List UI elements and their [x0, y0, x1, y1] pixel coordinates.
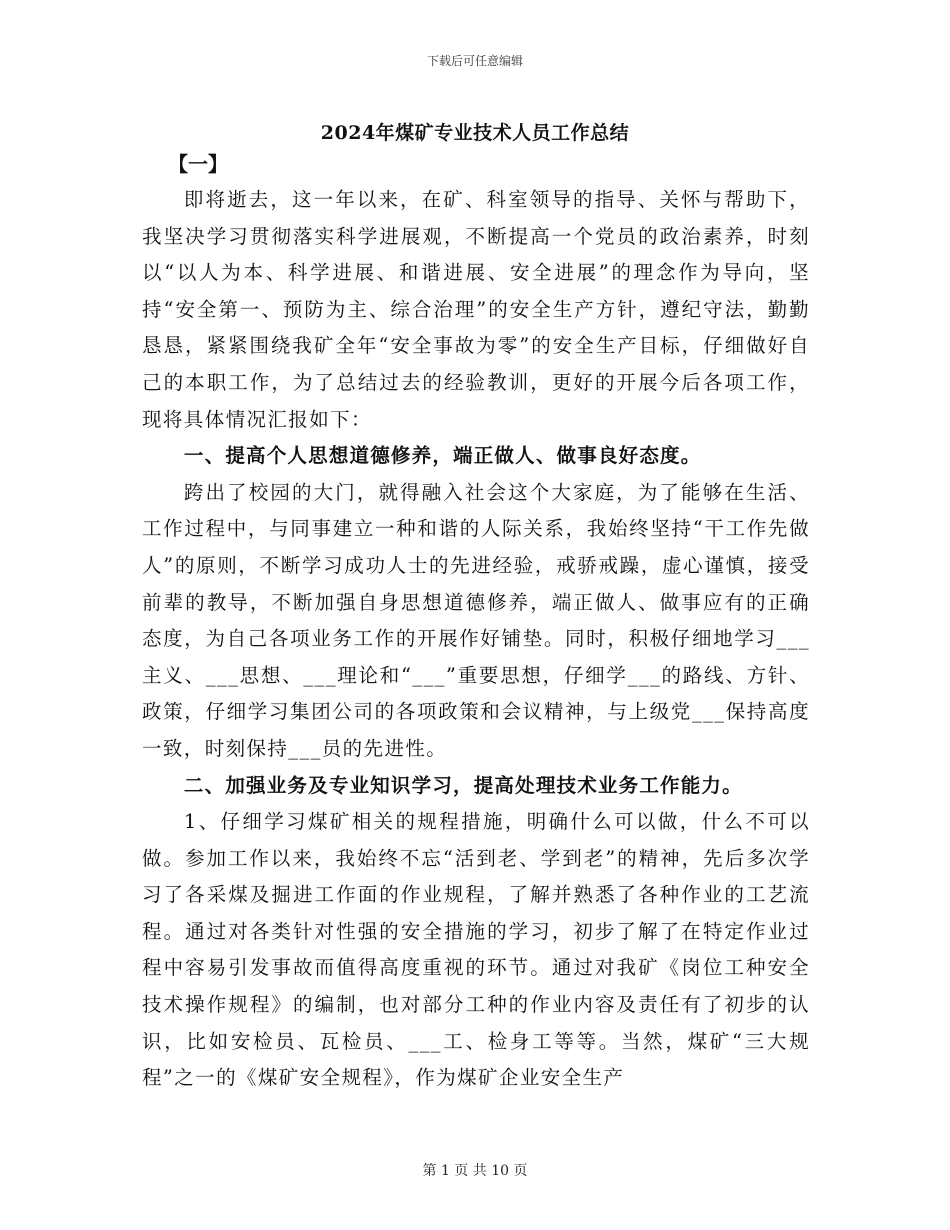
paragraph-section-1: 跨出了校园的大门，就得融入社会这个大家庭，为了能够在生活、工作过程中，与同事建立一种和谐的人际关系，我始终坚持“干工作先做人”的原则，不断学习成功人士的先进经验，戒骄戒躁，虚心谨慎，接受前辈的教导，不断加强自身思想道德修养，端正做人、做事应有的正确态度，为自己各项业务工作的开展作好铺垫。同时，积极仔细地学习___主义、___思想、___理论和“___”重要思想，仔细学___的路线、方针、政策，仔细学习集团公司的各项政策和会议精神，与上级党___保持高度一致，时刻保持___员的先进性。	[142, 480, 810, 760]
page-header: 下载后可任意编辑	[426, 54, 523, 68]
document-body	[142, 182, 810, 1097]
section-marker: 【一】	[168, 152, 228, 176]
paragraph-intro: 即将逝去，这一年以来，在矿、科室领导的指导、关怀与帮助下，我坚决学习贯彻落实科学进展观，不断提高一个党员的政治素养，时刻以“以人为本、科学进展、和谐进展、安全进展”的理念作为导向，坚持“安全第一、预防为主、综合治理”的安全生产方针，遵纪守法，勤勤恳恳，紧紧围绕我矿全年“安全事故为零”的安全生产目标，仔细做好自己的本职工作，为了总结过去的经验教训，更好的开展今后各项工作，现将具体情况汇报如下：	[142, 188, 810, 431]
paragraph-section-2: 1、仔细学习煤矿相关的规程措施，明确什么可以做，什么不可以做。参加工作以来，我始终不忘“活到老、学到老”的精神，先后多次学习了各采煤及掘进工作面的作业规程，了解并熟悉了各种作业的工艺流程。通过对各类针对性强的安全措施的学习，初步了解了在特定作业过程中容易引发事故而值得高度重视的环节。通过对我矿《岗位工种安全技术操作规程》的编制，也对部分工种的作业内容及责任有了初步的认识，比如安检员、瓦检员、___工、检身工等等。当然，煤矿“三大规程”之一的《煤矿安全规程》，作为煤矿企业安全生产	[142, 810, 810, 1090]
document-title: 2024年煤矿专业技术人员工作总结	[320, 122, 630, 144]
page-footer: 第 1 页 共 10 页	[422, 1163, 528, 1179]
section-heading-2: 二、加强业务及专业知识学习，提高处理技术业务工作能力。	[183, 773, 743, 797]
section-heading-1: 一、提高个人思想道德修养，端正做人、做事良好态度。	[183, 444, 702, 468]
